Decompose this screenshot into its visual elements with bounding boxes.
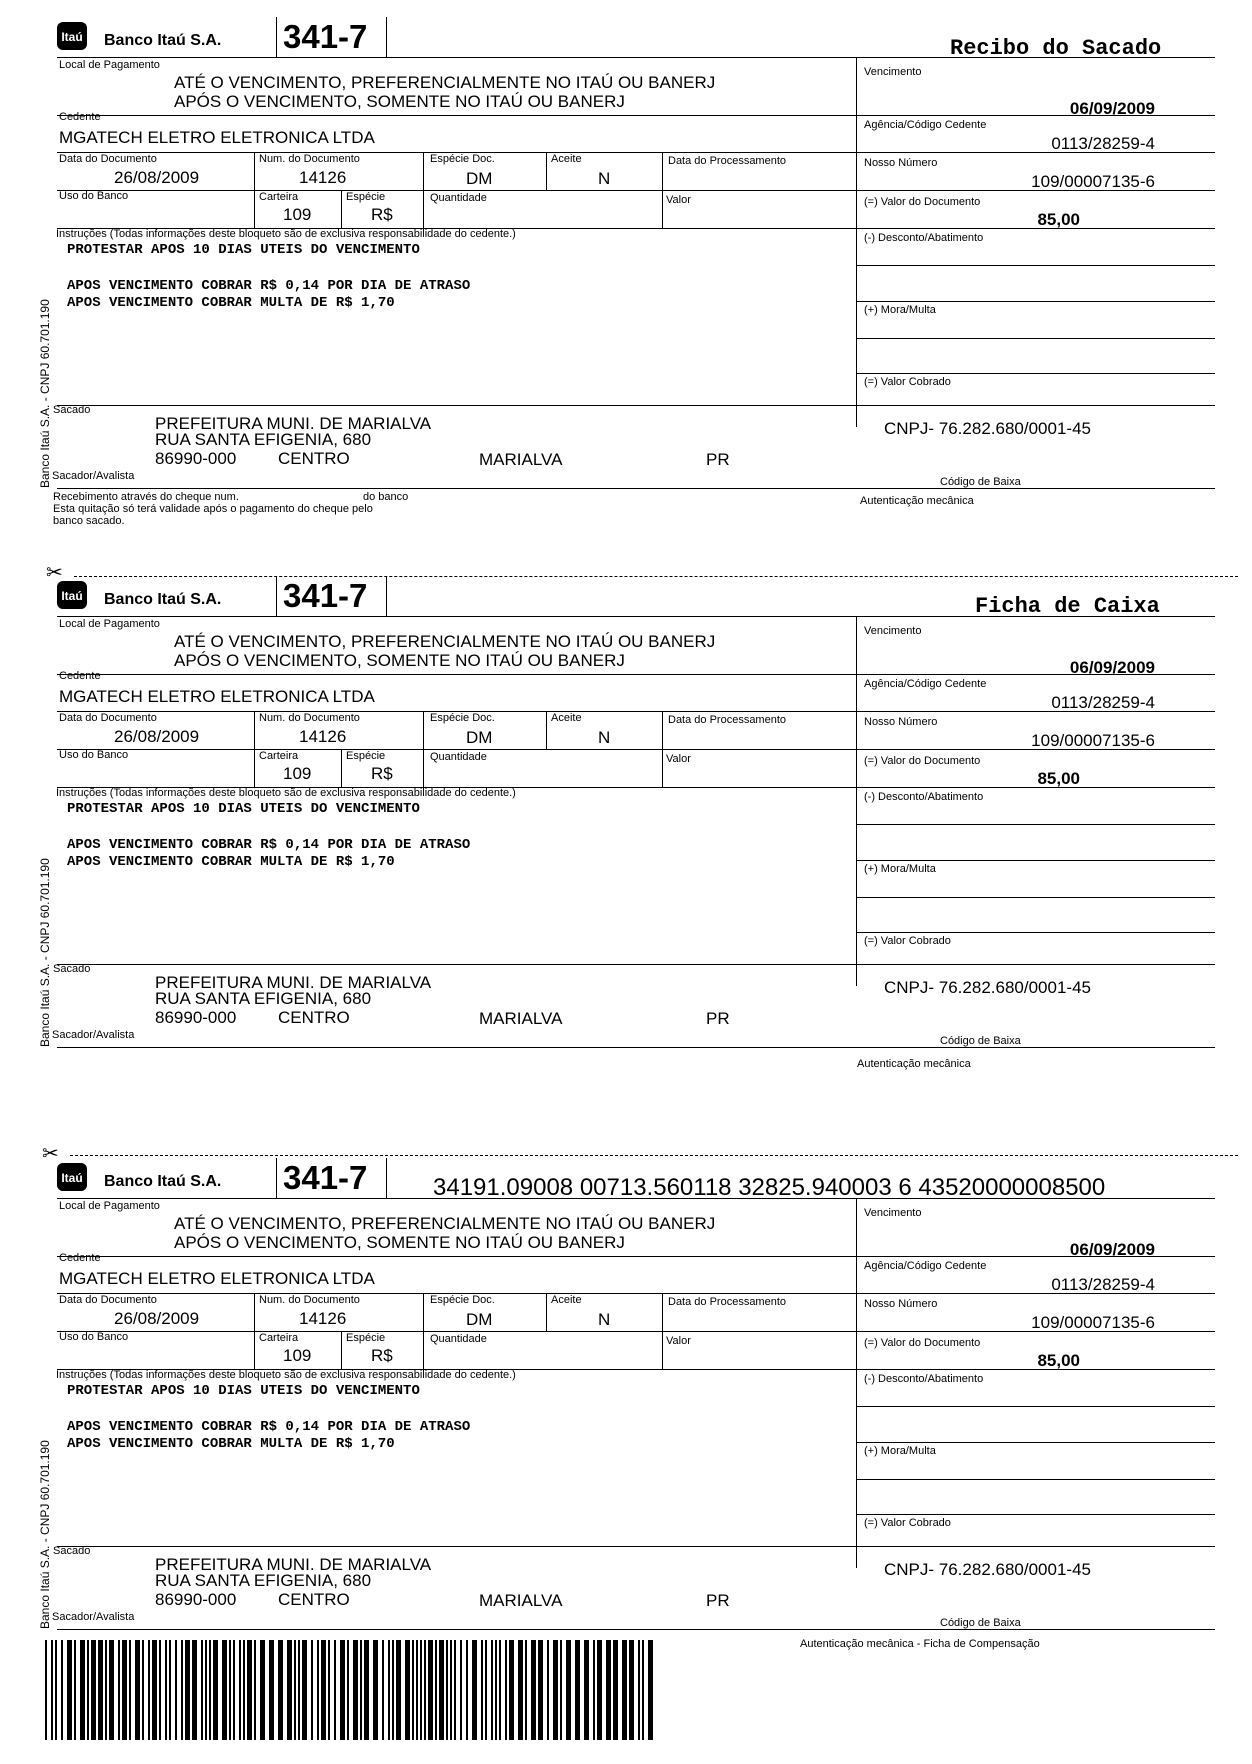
aceite-value: N [598, 1310, 611, 1329]
local-pagamento-line1: ATÉ O VENCIMENTO, PREFERENCIALMENTE NO ITAÚ OU BANERJ [174, 1214, 716, 1233]
vencimento-label: Vencimento [864, 1207, 922, 1219]
bank-code: 341-7 [283, 577, 368, 614]
valor-label: Valor [666, 753, 691, 765]
carteira-label: Carteira [259, 191, 299, 203]
titulo-recibo: Recibo do Sacado [950, 36, 1162, 61]
aceite-value: N [598, 169, 611, 188]
local-pagamento-line2: APÓS O VENCIMENTO, SOMENTE NO ITAÚ OU BANERJ [174, 92, 625, 111]
vencimento-label: Vencimento [864, 625, 922, 637]
sacado-endereco: RUA SANTA EFIGENIA, 680 [155, 430, 372, 449]
valor-cobrado-label: (=) Valor Cobrado [864, 935, 951, 947]
vertical-cnpj: Banco Itaú S.A. - CNPJ 60.701.190 [38, 299, 52, 488]
cedente-value: MGATECH ELETRO ELETRONICA LTDA [59, 687, 375, 706]
especie-doc-label: Espécie Doc. [430, 712, 495, 724]
titulo-ficha-caixa: Ficha de Caixa [975, 594, 1160, 619]
especie-label: Espécie [346, 750, 386, 762]
linha-digitavel: 34191.09008 00713.560118 32825.940003 6 43520000008500 [433, 1174, 1106, 1201]
uso-banco-label: Uso do Banco [59, 190, 129, 202]
agencia-label: Agência/Código Cedente [864, 1260, 987, 1272]
valor-documento-label: (=) Valor do Documento [864, 1337, 981, 1349]
itau-logo: Itaú [57, 22, 87, 50]
especie-value: R$ [371, 205, 393, 224]
vencimento-label: Vencimento [864, 66, 922, 78]
desconto-label: (-) Desconto/Abatimento [864, 232, 984, 244]
sacado-nome: PREFEITURA MUNI. DE MARIALVA [155, 414, 432, 433]
data-documento-label: Data do Documento [59, 153, 157, 165]
sacado-bairro: CENTRO [278, 449, 350, 468]
local-pagamento-line2: APÓS O VENCIMENTO, SOMENTE NO ITAÚ OU BANERJ [174, 1233, 625, 1252]
data-processamento-label: Data do Processamento [668, 1296, 787, 1308]
sacado-uf: PR [706, 1009, 730, 1028]
uso-banco-label: Uso do Banco [59, 749, 129, 761]
cedente-label: Cedente [59, 670, 101, 682]
sacado-endereco: RUA SANTA EFIGENIA, 680 [155, 989, 372, 1008]
especie-doc-label: Espécie Doc. [430, 153, 495, 165]
especie-label: Espécie [346, 191, 386, 203]
instrucoes-label: Instruções (Todas informações deste bloqueto são de exclusiva responsabilidade do cedente.) [56, 787, 516, 799]
scissors-icon: ✂ [42, 1143, 59, 1165]
sacador-label: Sacador/Avalista [52, 470, 135, 482]
agencia-value: 0113/28259-4 [1051, 693, 1155, 712]
aceite-label: Aceite [551, 712, 582, 724]
agencia-value: 0113/28259-4 [1051, 134, 1155, 153]
bank-name: Banco Itaú S.A. [104, 32, 222, 49]
especie-doc-value: DM [466, 1310, 493, 1329]
sacador-label: Sacador/Avalista [52, 1029, 135, 1041]
local-pagamento-label: Local de Pagamento [59, 59, 160, 71]
sacado-uf: PR [706, 1591, 730, 1610]
valor-documento-value: 85,00 [1037, 1351, 1080, 1370]
cut-line [74, 576, 1238, 577]
mora-label: (+) Mora/Multa [864, 1445, 936, 1457]
sacado-cep: 86990-000 [155, 449, 237, 468]
sacado-cnpj: CNPJ- 76.282.680/0001-45 [884, 419, 1091, 438]
mora-label: (+) Mora/Multa [864, 863, 936, 875]
quitacao-line2: banco sacado. [53, 515, 125, 527]
especie-doc-value: DM [466, 169, 493, 188]
nosso-numero-value: 109/00007135-6 [1031, 1313, 1155, 1332]
num-documento-value: 14126 [299, 727, 347, 746]
carteira-value: 109 [283, 764, 312, 783]
num-documento-label: Num. do Documento [259, 153, 360, 165]
quitacao-line1: Esta quitação só terá validade após o pagamento do cheque pelo [53, 503, 373, 515]
valor-cobrado-label: (=) Valor Cobrado [864, 376, 951, 388]
scissors-icon: ✂ [46, 562, 63, 584]
valor-documento-label: (=) Valor do Documento [864, 755, 981, 767]
data-processamento-label: Data do Processamento [668, 155, 787, 167]
nosso-numero-value: 109/00007135-6 [1031, 731, 1155, 750]
num-documento-value: 14126 [299, 1309, 347, 1328]
instrucao-1: PROTESTAR APOS 10 DIAS UTEIS DO VENCIMENTO [67, 242, 420, 258]
sacado-bairro: CENTRO [278, 1008, 350, 1027]
sacado-cidade: MARIALVA [479, 1591, 563, 1610]
instrucao-1: PROTESTAR APOS 10 DIAS UTEIS DO VENCIMENTO [67, 801, 420, 817]
bank-code: 341-7 [283, 1159, 368, 1196]
instrucao-2: APOS VENCIMENTO COBRAR R$ 0,14 POR DIA DE ATRASO [67, 1419, 471, 1435]
num-documento-label: Num. do Documento [259, 712, 360, 724]
ficha-de-caixa [0, 559, 1252, 1059]
sacado-cidade: MARIALVA [479, 1009, 563, 1028]
quantidade-label: Quantidade [430, 751, 487, 763]
instrucao-3: APOS VENCIMENTO COBRAR MULTA DE R$ 1,70 [67, 295, 395, 311]
local-pagamento-line1: ATÉ O VENCIMENTO, PREFERENCIALMENTE NO ITAÚ OU BANERJ [174, 632, 716, 651]
carteira-value: 109 [283, 205, 312, 224]
instrucoes-label: Instruções (Todas informações deste bloqueto são de exclusiva responsabilidade do cedente.) [56, 1369, 516, 1381]
data-documento-value: 26/08/2009 [114, 727, 200, 746]
cut-line [70, 1155, 1238, 1156]
carteira-value: 109 [283, 1346, 312, 1365]
especie-value: R$ [371, 1346, 393, 1365]
instrucoes-label: Instruções (Todas informações deste bloqueto são de exclusiva responsabilidade do cedente.) [56, 228, 516, 240]
uso-banco-label: Uso do Banco [59, 1331, 129, 1343]
nosso-numero-value: 109/00007135-6 [1031, 172, 1155, 191]
agencia-label: Agência/Código Cedente [864, 119, 987, 131]
aceite-label: Aceite [551, 1294, 582, 1306]
instrucao-1: PROTESTAR APOS 10 DIAS UTEIS DO VENCIMENTO [67, 1383, 420, 1399]
vencimento-value: 06/09/2009 [1069, 1240, 1155, 1259]
cedente-label: Cedente [59, 1252, 101, 1264]
ficha-de-compensacao [0, 1141, 1252, 1641]
valor-documento-value: 85,00 [1037, 210, 1080, 229]
especie-value: R$ [371, 764, 393, 783]
instrucao-3: APOS VENCIMENTO COBRAR MULTA DE R$ 1,70 [67, 1436, 395, 1452]
autenticacao-ficha-compensacao: Autenticação mecânica - Ficha de Compensação [800, 1638, 1040, 1650]
num-documento-value: 14126 [299, 168, 347, 187]
bank-name: Banco Itaú S.A. [104, 591, 222, 608]
local-pagamento-line1: ATÉ O VENCIMENTO, PREFERENCIALMENTE NO ITAÚ OU BANERJ [174, 73, 716, 92]
data-documento-value: 26/08/2009 [114, 1309, 200, 1328]
autenticacao-label-2: Autenticação mecânica [857, 1058, 971, 1070]
valor-cobrado-label: (=) Valor Cobrado [864, 1517, 951, 1529]
sacado-nome: PREFEITURA MUNI. DE MARIALVA [155, 973, 432, 992]
instrucao-2: APOS VENCIMENTO COBRAR R$ 0,14 POR DIA DE ATRASO [67, 837, 471, 853]
vencimento-value: 06/09/2009 [1069, 658, 1155, 677]
nosso-numero-label: Nosso Número [864, 1298, 938, 1310]
agencia-label: Agência/Código Cedente [864, 678, 987, 690]
cedente-label: Cedente [59, 111, 101, 123]
nosso-numero-label: Nosso Número [864, 157, 938, 169]
local-pagamento-line2: APÓS O VENCIMENTO, SOMENTE NO ITAÚ OU BANERJ [174, 651, 625, 670]
sacado-cnpj: CNPJ- 76.282.680/0001-45 [884, 1560, 1091, 1579]
mora-label: (+) Mora/Multa [864, 304, 936, 316]
data-documento-label: Data do Documento [59, 1294, 157, 1306]
codigo-baixa-label: Código de Baixa [940, 1617, 1021, 1629]
sacado-endereco: RUA SANTA EFIGENIA, 680 [155, 1571, 372, 1590]
especie-label: Espécie [346, 1332, 386, 1344]
local-pagamento-label: Local de Pagamento [59, 1200, 160, 1212]
aceite-value: N [598, 728, 611, 747]
sacado-label: Sacado [53, 963, 91, 975]
aceite-label: Aceite [551, 153, 582, 165]
desconto-label: (-) Desconto/Abatimento [864, 1373, 984, 1385]
vencimento-value: 06/09/2009 [1069, 99, 1155, 118]
do-banco-text: do banco [363, 491, 409, 503]
recibo-do-sacado [0, 0, 1252, 500]
itau-logo: Itaú [57, 1163, 87, 1191]
quantidade-label: Quantidade [430, 1333, 487, 1345]
num-documento-label: Num. do Documento [259, 1294, 360, 1306]
carteira-label: Carteira [259, 750, 299, 762]
sacado-cep: 86990-000 [155, 1008, 237, 1027]
barcode [45, 1640, 653, 1740]
bank-name: Banco Itaú S.A. [104, 1173, 222, 1190]
sacado-uf: PR [706, 450, 730, 469]
sacado-label: Sacado [53, 404, 91, 416]
carteira-label: Carteira [259, 1332, 299, 1344]
sacado-cep: 86990-000 [155, 1590, 237, 1609]
recebimento-text: Recebimento através do cheque num. [53, 491, 239, 503]
data-documento-label: Data do Documento [59, 712, 157, 724]
desconto-label: (-) Desconto/Abatimento [864, 791, 984, 803]
valor-label: Valor [666, 1335, 691, 1347]
vertical-cnpj: Banco Itaú S.A. - CNPJ 60.701.190 [38, 858, 52, 1047]
local-pagamento-label: Local de Pagamento [59, 618, 160, 630]
quantidade-label: Quantidade [430, 192, 487, 204]
data-documento-value: 26/08/2009 [114, 168, 200, 187]
codigo-baixa-label: Código de Baixa [940, 1035, 1021, 1047]
sacado-nome: PREFEITURA MUNI. DE MARIALVA [155, 1555, 432, 1574]
vertical-cnpj: Banco Itaú S.A. - CNPJ 60.701.190 [38, 1440, 52, 1629]
especie-doc-label: Espécie Doc. [430, 1294, 495, 1306]
valor-documento-value: 85,00 [1037, 769, 1080, 788]
instrucao-2: APOS VENCIMENTO COBRAR R$ 0,14 POR DIA DE ATRASO [67, 278, 471, 294]
cedente-value: MGATECH ELETRO ELETRONICA LTDA [59, 128, 375, 147]
nosso-numero-label: Nosso Número [864, 716, 938, 728]
sacado-cidade: MARIALVA [479, 450, 563, 469]
sacado-bairro: CENTRO [278, 1590, 350, 1609]
instrucao-3: APOS VENCIMENTO COBRAR MULTA DE R$ 1,70 [67, 854, 395, 870]
itau-logo: Itaú [57, 581, 87, 609]
valor-label: Valor [666, 194, 691, 206]
autenticacao-label-1: Autenticação mecânica [860, 495, 974, 507]
sacado-cnpj: CNPJ- 76.282.680/0001-45 [884, 978, 1091, 997]
valor-documento-label: (=) Valor do Documento [864, 196, 981, 208]
sacador-label: Sacador/Avalista [52, 1611, 135, 1623]
sacado-label: Sacado [53, 1545, 91, 1557]
bank-code: 341-7 [283, 18, 368, 55]
agencia-value: 0113/28259-4 [1051, 1275, 1155, 1294]
cedente-value: MGATECH ELETRO ELETRONICA LTDA [59, 1269, 375, 1288]
data-processamento-label: Data do Processamento [668, 714, 787, 726]
codigo-baixa-label: Código de Baixa [940, 476, 1021, 488]
especie-doc-value: DM [466, 728, 493, 747]
